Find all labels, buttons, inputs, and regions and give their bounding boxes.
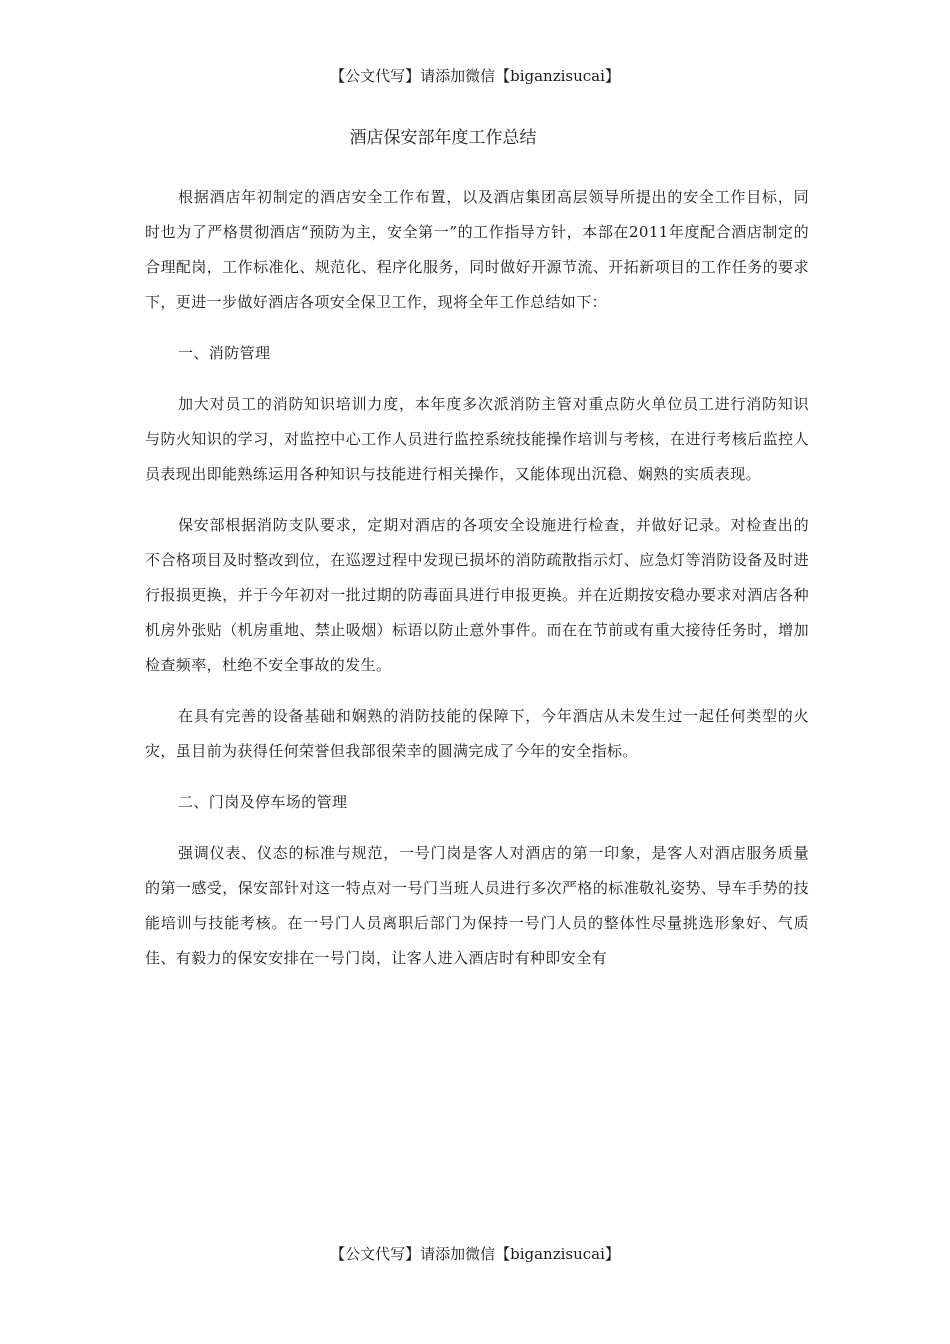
header-note: 【公文代写】请添加微信【biganzisucai】 [330, 67, 620, 85]
section-heading-gate-parking: 二、门岗及停车场的管理 [178, 793, 348, 811]
paragraph: 加大对员工的消防知识培训力度，本年度多次派消防主管对重点防火单位员工进行消防知识与防火知识的学习，对监控中心工作人员进行监控系统技能操作培训与考核，在进行考核后监控人员表现出即能熟练运用各种知识与技能进行相关操作，又能体现出沉稳、娴熟的实质表现。 [145, 395, 809, 483]
document-title: 酒店保安部年度工作总结 [349, 128, 537, 148]
section-heading-fire-management: 一、消防管理 [178, 344, 271, 362]
paragraph: 强调仪表、仪态的标准与规范，一号门岗是客人对酒店的第一印象，是客人对酒店服务质量的第一感受，保安部针对这一特点对一号门当班人员进行多次严格的标准敬礼姿势、导车手势的技能培训与技能考核。在一号门人员离职后部门为保持一号门人员的整体性尽量挑选形象好、气质佳、有毅力的保安安排在一号门岗，让客人进入酒店时有种即安全有 [145, 844, 809, 967]
paragraph: 保安部根据消防支队要求，定期对酒店的各项安全设施进行检查，并做好记录。对检查出的不合格项目及时整改到位，在巡逻过程中发现已损坏的消防疏散指示灯、应急灯等消防设备及时进行报损更换，并于今年初对一批过期的防毒面具进行申报更换。并在近期按安稳办要求对酒店各种机房外张贴（机房重地、禁止吸烟）标语以防止意外事件。而在在节前或有重大接待任务时，增加检查频率，杜绝不安全事故的发生。 [145, 516, 809, 674]
intro-paragraph: 根据酒店年初制定的酒店安全工作布置，以及酒店集团高层领导所提出的安全工作目标，同时也为了严格贯彻酒店“预防为主，安全第一”的工作指导方针，本部在2011年度配合酒店制定的合理配岗，工作标准化、规范化、程序化服务，同时做好开源节流、开拓新项目的工作任务的要求下，更进一步做好酒店各项安全保卫工作，现将全年工作总结如下： [145, 188, 809, 311]
document-body [145, 180, 809, 992]
footer-note: 【公文代写】请添加微信【biganzisucai】 [330, 1245, 620, 1263]
paragraph: 在具有完善的设备基础和娴熟的消防技能的保障下，今年酒店从未发生过一起任何类型的火灾，虽目前为获得任何荣誉但我部很荣幸的圆满完成了今年的安全指标。 [145, 707, 809, 760]
